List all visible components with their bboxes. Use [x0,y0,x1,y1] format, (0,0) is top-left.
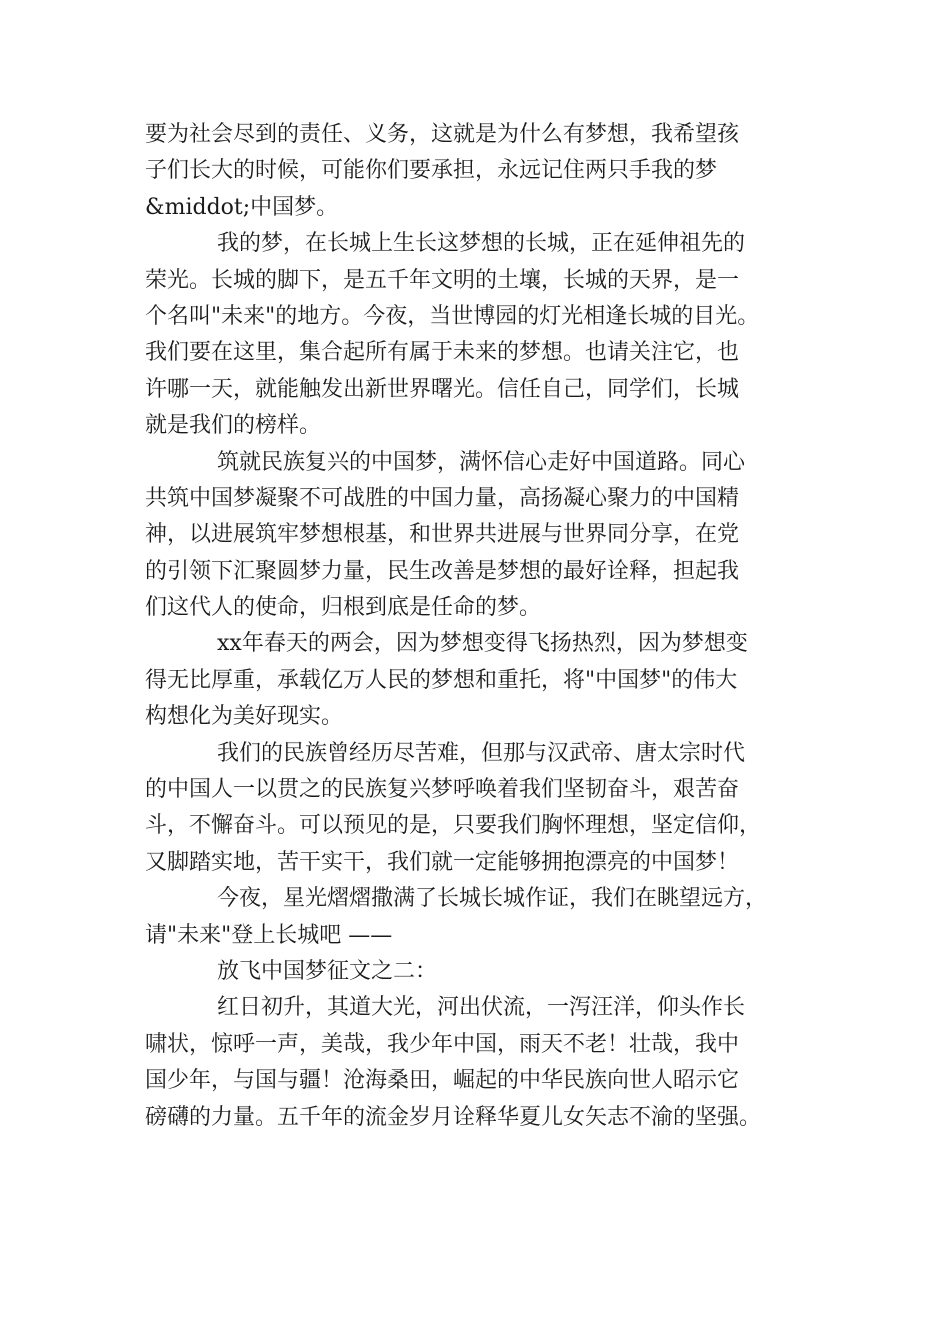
text-line: xx年春天的两会，因为梦想变得飞扬热烈，因为梦想变 [217,631,748,657]
text-line: 的中国人一以贯之的民族复兴梦呼唤着我们坚韧奋斗，艰苦奋 [145,777,740,803]
text-line: 磅礴的力量。五千年的流金岁月诠释华夏儿女矢志不渝的坚强。 [145,1104,762,1130]
text-line: 今夜，星光熠熠撒满了长城长城作证，我们在眺望远方， [217,886,768,912]
text-line: 斗，不懈奋斗。可以预见的是，只要我们胸怀理想，坚定信仰， [145,813,762,839]
text-line: 个名叫"未来"的地方。今夜，当世博园的灯光相逢长城的目光。 [145,303,760,329]
text-line: 神，以进展筑牢梦想根基，和世界共进展与世界同分享，在党 [145,522,740,548]
paragraph [145,736,813,882]
text-line: 我的梦，在长城上生长这梦想的长城，正在延伸祖先的 [217,231,746,257]
text-line: &middot;中国梦。 [145,194,339,220]
paragraph [145,626,813,735]
text-line: 荣光。长城的脚下，是五千年文明的土壤，长城的天界，是一 [145,267,740,293]
text-line: 得无比厚重，承载亿万人民的梦想和重托，将"中国梦"的伟大 [145,667,738,693]
paragraph [145,117,813,226]
text-line: 国少年，与国与疆！沧海桑田，崛起的中华民族向世人昭示它 [145,1068,740,1094]
text-line: 我们的民族曾经历尽苦难，但那与汉武帝、唐太宗时代 [217,740,746,766]
text-line: 许哪一天，就能触发出新世界曙光。信任自己，同学们，长城 [145,376,740,402]
text-line: 放飞中国梦征文之二： [217,958,438,984]
text-line: 共筑中国梦凝聚不可战胜的中国力量，高扬凝心聚力的中国精 [145,485,740,511]
paragraph [145,990,813,1136]
text-line: 们这代人的使命，归根到底是任命的梦。 [145,595,542,621]
text-line: 红日初升，其道大光，河出伏流，一泻汪洋，仰头作长 [217,995,746,1021]
text-line: 构想化为美好现实。 [145,704,344,730]
text-line: 我们要在这里，集合起所有属于未来的梦想。也请关注它，也 [145,340,740,366]
document-body [145,117,813,1136]
text-line: 的引领下汇聚圆梦力量，民生改善是梦想的最好诠释，担起我 [145,558,740,584]
text-line: 就是我们的榜样。 [145,413,322,439]
text-line: 又脚踏实地，苦干实干，我们就一定能够拥抱漂亮的中国梦！ [145,849,740,875]
paragraph [145,954,813,990]
text-line: 请"未来"登上长城吧 —— [145,922,393,948]
paragraph [145,226,813,444]
text-line: 筑就民族复兴的中国梦，满怀信心走好中国道路。同心 [217,449,746,475]
text-line: 要为社会尽到的责任、义务，这就是为什么有梦想，我希望孩 [145,122,740,147]
paragraph [145,881,813,954]
text-line: 子们长大的时候，可能你们要承担，永远记住两只手我的梦 [145,158,718,184]
text-line: 啸状，惊呼一声，美哉，我少年中国，雨天不老！壮哉，我中 [145,1031,740,1057]
paragraph [145,445,813,627]
